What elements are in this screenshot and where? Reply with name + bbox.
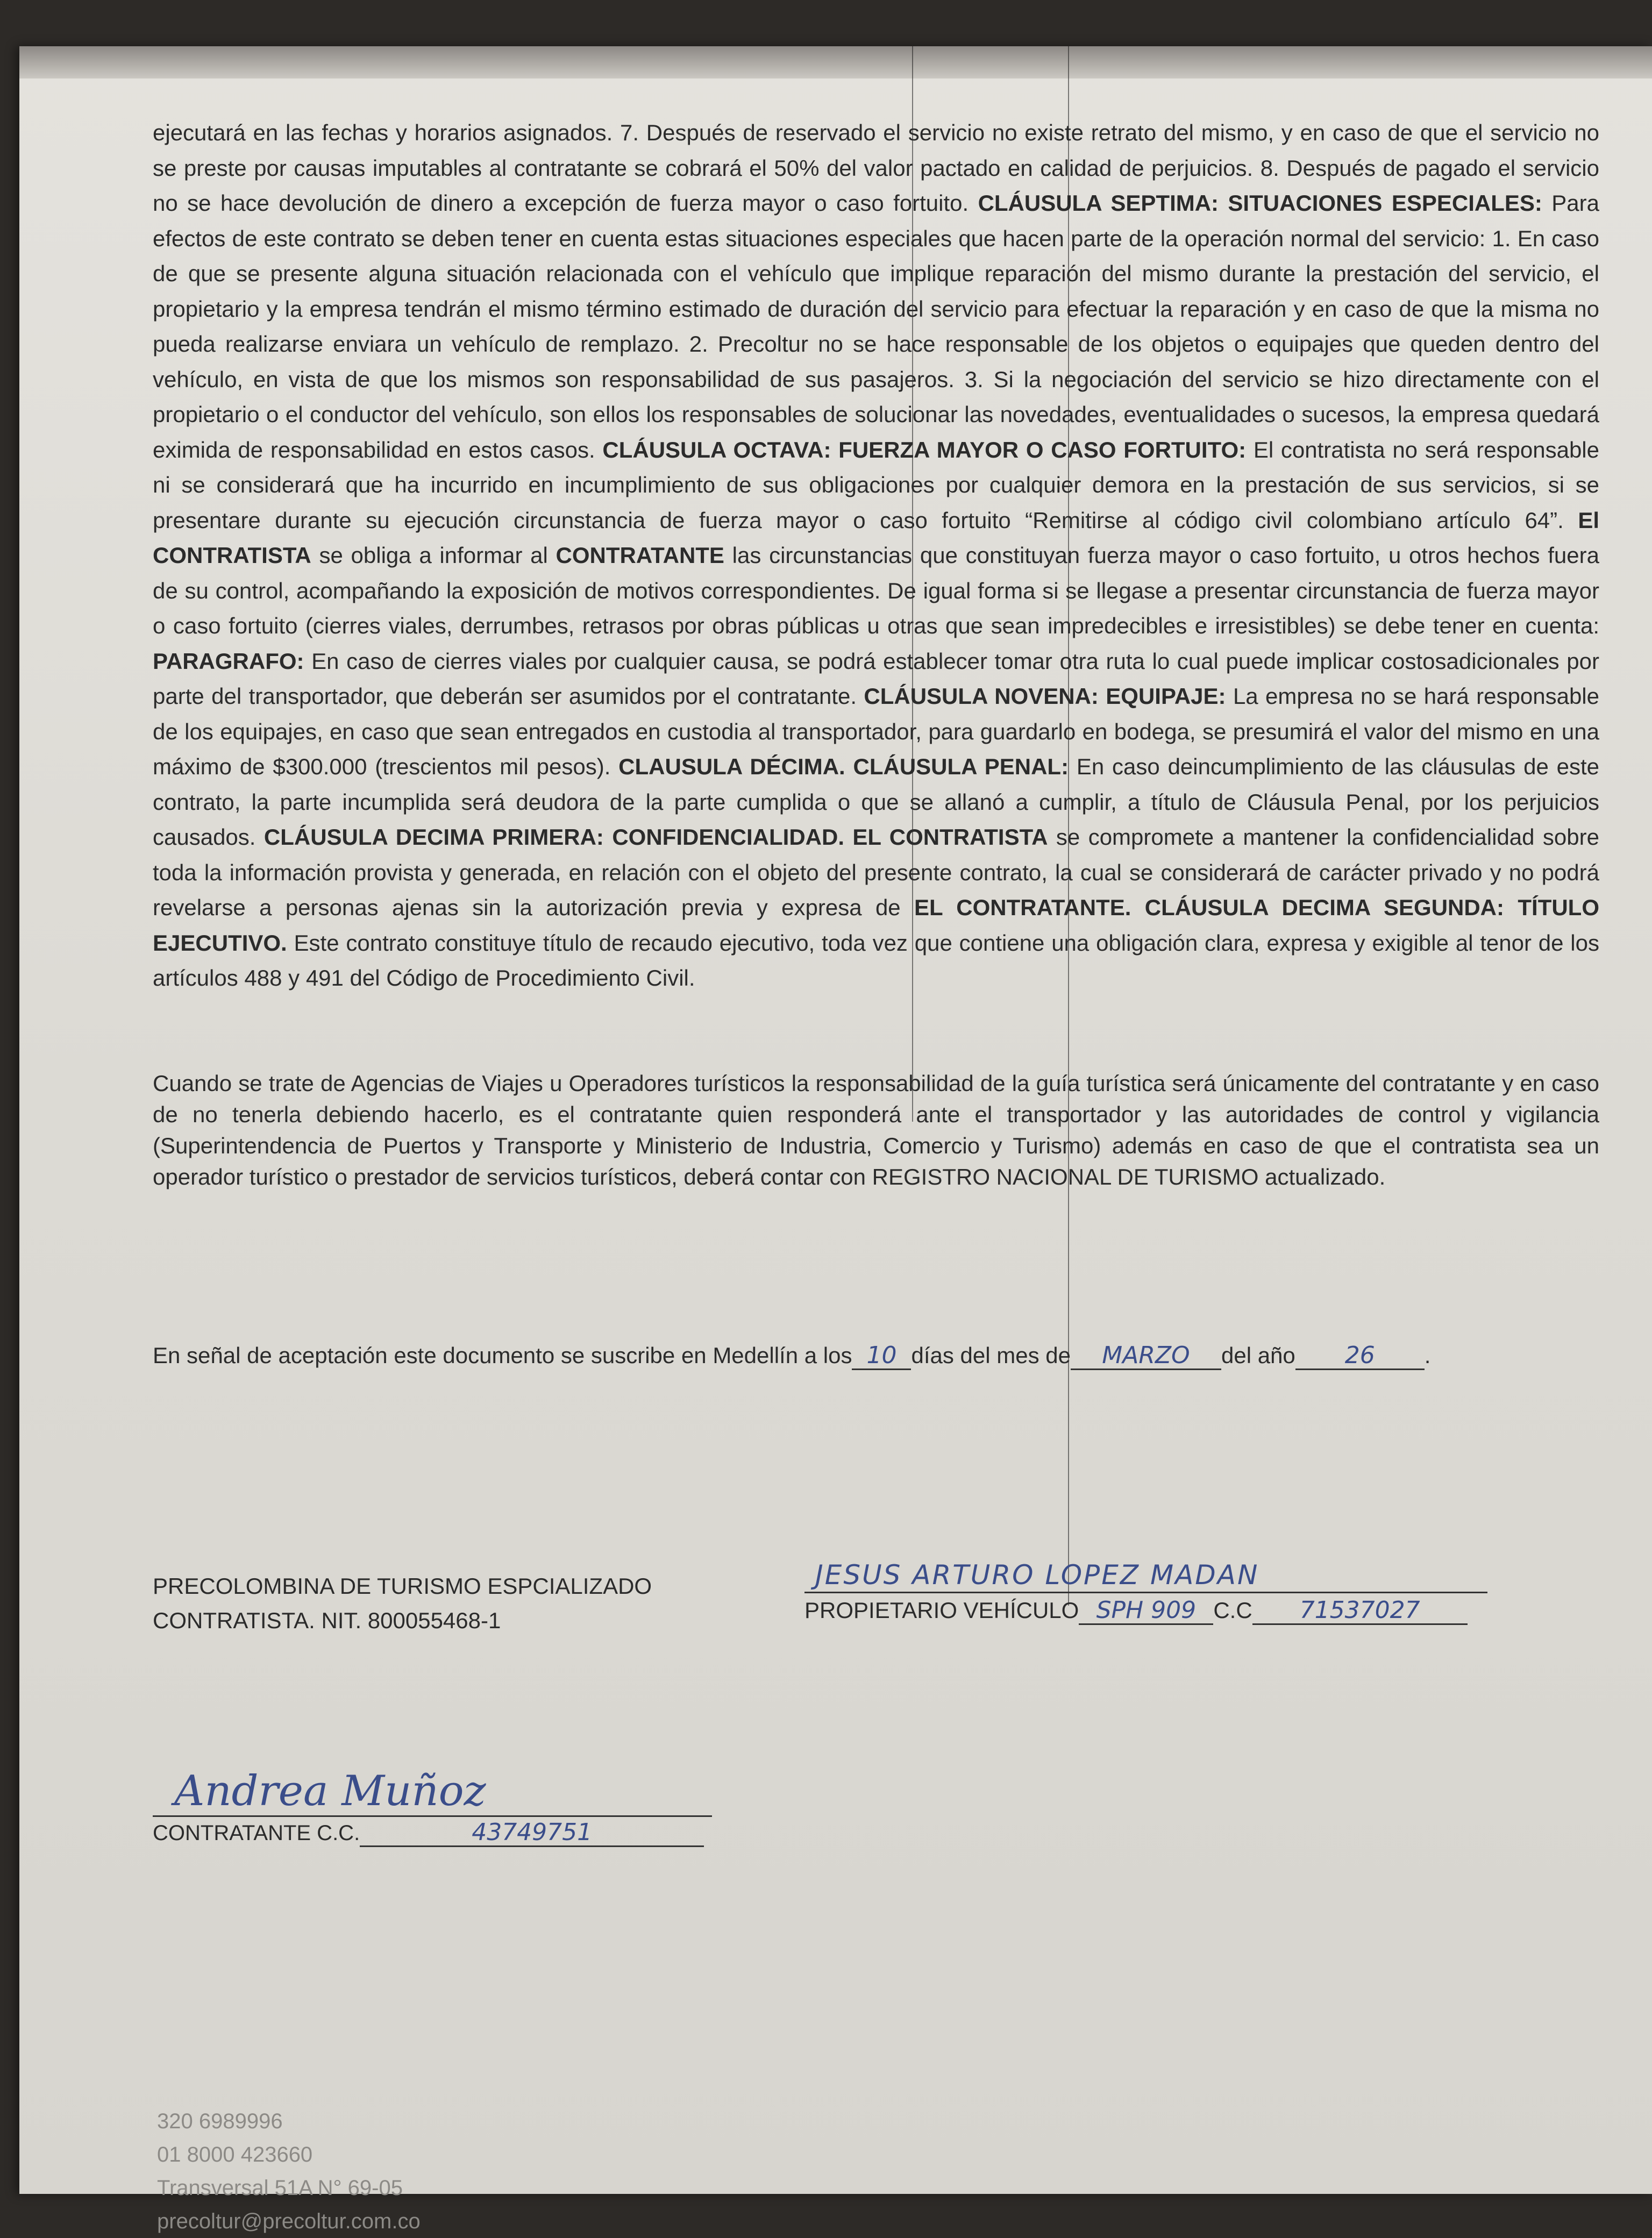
client-cc-field[interactable]: 43749751 — [360, 1820, 704, 1847]
contractor-signature-block — [153, 1569, 798, 1638]
company-role: CONTRATISTA. NIT. 800055468-1 — [153, 1608, 501, 1633]
vehicle-plate-field[interactable]: SPH 909 — [1079, 1598, 1213, 1625]
clause-text: se compromete a mantener la confidencialidad sobre toda la información provista y generada, en relación con el objeto del presente contrato, la cual se considerará de carácter privado y no podrá revelarse a personas ajenas sin la autorización previa y expresa de — [153, 824, 1599, 920]
footer-email: precoltur@precoltur.com.co — [157, 2210, 421, 2233]
clause-text: las circunstancias que constituyan fuerza mayor o caso fortuito, u otros hechos fuera de su control, acompañando la exposición de motivos correspondientes. De igual forma si se llegase a presentar circunstancia de fuerza mayor o caso fortuito (cierres viales, derrumbes, retrasos por obras públicas u otras que sean impredecibles e irresistibles) se debe tener en cuenta: — [153, 543, 1599, 638]
clause-text: Para efectos de este contrato se deben tener en cuenta estas situaciones especiales que hacen parte de la operación normal del servicio: 1. En caso de que se presente alguna situación relacionada con el vehículo que implique reparación del mismo durante la prestación del servicio, el propietario y la empresa tendrán el mismo término estimado de duración del servicio para efectuar la reparación y en caso de que la misma no pueda realizarse enviara un vehículo de remplazo. 2. Precoltur no se hace responsable de los objetos o equipajes que queden dentro del vehículo, en vista de que los mismos son responsabilidad de sus pasajeros. 3. Si la negociación del servicio se hizo directamente con el propietario o el conductor del vehículo, son ellos los responsables de solucionar las novedades, eventualidades o sucesos, la empresa quedará eximida de responsabilidad en estos casos. — [153, 190, 1599, 462]
owner-info-line — [804, 1593, 1504, 1628]
clause-heading: CLAUSULA DÉCIMA. CLÁUSULA PENAL: — [618, 754, 1069, 779]
company-footer — [157, 2105, 421, 2238]
owner-cc-field[interactable]: 71537027 — [1252, 1598, 1468, 1625]
owner-label: PROPIETARIO VEHÍCULO — [804, 1598, 1079, 1623]
contract-page — [19, 46, 1652, 2233]
agencias-paragraph: Cuando se trate de Agencias de Viajes u Operadores turísticos la responsabilidad de la guía turística será únicamente del contratante y en caso de no tenerla debiendo hacerlo, es el contratante quien responderá ante el transportador y las autoridades de control y vigilancia (Superintendencia de Puertos y Transporte y Ministerio de Industria, Comercio y Turismo) además en caso de que el contratista sea un operador turístico o prestador de servicios turísticos, deberá contar con REGISTRO NACIONAL DE TURISMO actualizado. — [153, 1071, 1599, 1189]
clause-heading: EL CONTRATANTE. CLÁUSULA DECIMA SEGUNDA: TÍTULO EJECUTIVO. — [153, 895, 1599, 956]
party-name: El CONTRATISTA — [153, 507, 1599, 568]
clause-text: Este contrato constituye título de recaudo ejecutivo, toda vez que contiene una obligación clara, expresa y exigible al tenor de los artículos 488 y 491 del Código de Procedimiento Civil. — [153, 930, 1599, 990]
contract-clauses — [153, 115, 1599, 996]
clause-text: En caso de cierres viales por cualquier causa, se podrá establecer tomar otra ruta lo cual puede implicar costosadicionales por parte del transportador, que deberán ser asumidos por el contratante. — [153, 648, 1599, 709]
clause-text: La empresa no se hará responsable de los equipajes, en caso que sean entregados en custodia al transportador, para guardarlo en bodega, se presumirá el valor del mismo en una máximo de $300.000 (trescientos mil pesos). — [153, 683, 1599, 779]
owner-signature[interactable]: JESUS ARTURO LOPEZ MADAN — [804, 1558, 1487, 1593]
clause-text: El contratista no será responsable ni se considerará que ha incurrido en incumplimiento de sus obligaciones por cualquier demora en la prestación de sus servicios, si se presentare durante su ejecución circunstancia de fuerza mayor o caso fortuito “Remitirse al código civil colombiano artículo 64”. — [153, 437, 1599, 533]
company-name: PRECOLOMBINA DE TURISMO ESPCIALIZADO — [153, 1573, 652, 1599]
footer-toll-free: 01 8000 423660 — [157, 2143, 313, 2166]
clause-text: se obliga a informar al — [311, 543, 556, 568]
year-field[interactable]: 26 — [1295, 1343, 1425, 1370]
party-name: CONTRATANTE — [556, 543, 724, 568]
clause-text: En caso deincumplimiento de las cláusulas de este contrato, la parte incumplida será deudora de la parte cumplida o que se allanó a cumplir, a título de Cláusula Penal, por los perjuicios causados. — [153, 754, 1599, 850]
acceptance-suffix: . — [1424, 1343, 1431, 1368]
footer-phone: 320 6989996 — [157, 2109, 283, 2133]
month-field[interactable]: MARZO — [1071, 1343, 1221, 1370]
clause-heading: CLÁUSULA NOVENA: EQUIPAJE: — [864, 683, 1226, 709]
clause-heading: PARAGRAFO: — [153, 648, 304, 674]
footer-address: Transversal 51A N° 69-05 — [157, 2176, 403, 2200]
client-cc-label: CONTRATANTE C.C. — [153, 1821, 360, 1845]
owner-cc-label: C.C — [1213, 1598, 1252, 1623]
acceptance-prefix: En señal de aceptación este documento se suscribe en Medellín a los — [153, 1343, 852, 1368]
clause-heading: CLÁUSULA OCTAVA: FUERZA MAYOR O CASO FORTUITO: — [602, 437, 1247, 462]
client-signature-block — [153, 1767, 798, 1849]
acceptance-line — [153, 1337, 1605, 1374]
clause-heading: CLÁUSULA SEPTIMA: SITUACIONES ESPECIALES: — [978, 190, 1542, 216]
client-info-line — [153, 1817, 798, 1849]
page-top-edge — [19, 46, 1652, 79]
client-signature[interactable]: Andrea Muñoz — [153, 1767, 712, 1817]
clause-text: ejecutará en las fechas y horarios asignados. 7. Después de reservado el servicio no existe retrato del mismo, y en caso de que el servicio no se preste por causas imputables al contratante se cobrará el 50% del valor pactado en calidad de perjuicios. 8. Después de pagado el servicio no se hace devolución de dinero a excepción de fuerza mayor o caso fortuito. — [153, 120, 1599, 216]
clause-heading: CLÁUSULA DECIMA PRIMERA: CONFIDENCIALIDAD. EL CONTRATISTA — [264, 824, 1048, 850]
acceptance-year-label: del año — [1221, 1343, 1295, 1368]
owner-signature-block — [804, 1558, 1504, 1628]
day-field[interactable]: 10 — [852, 1343, 911, 1370]
acceptance-mid: días del mes de — [911, 1343, 1071, 1368]
